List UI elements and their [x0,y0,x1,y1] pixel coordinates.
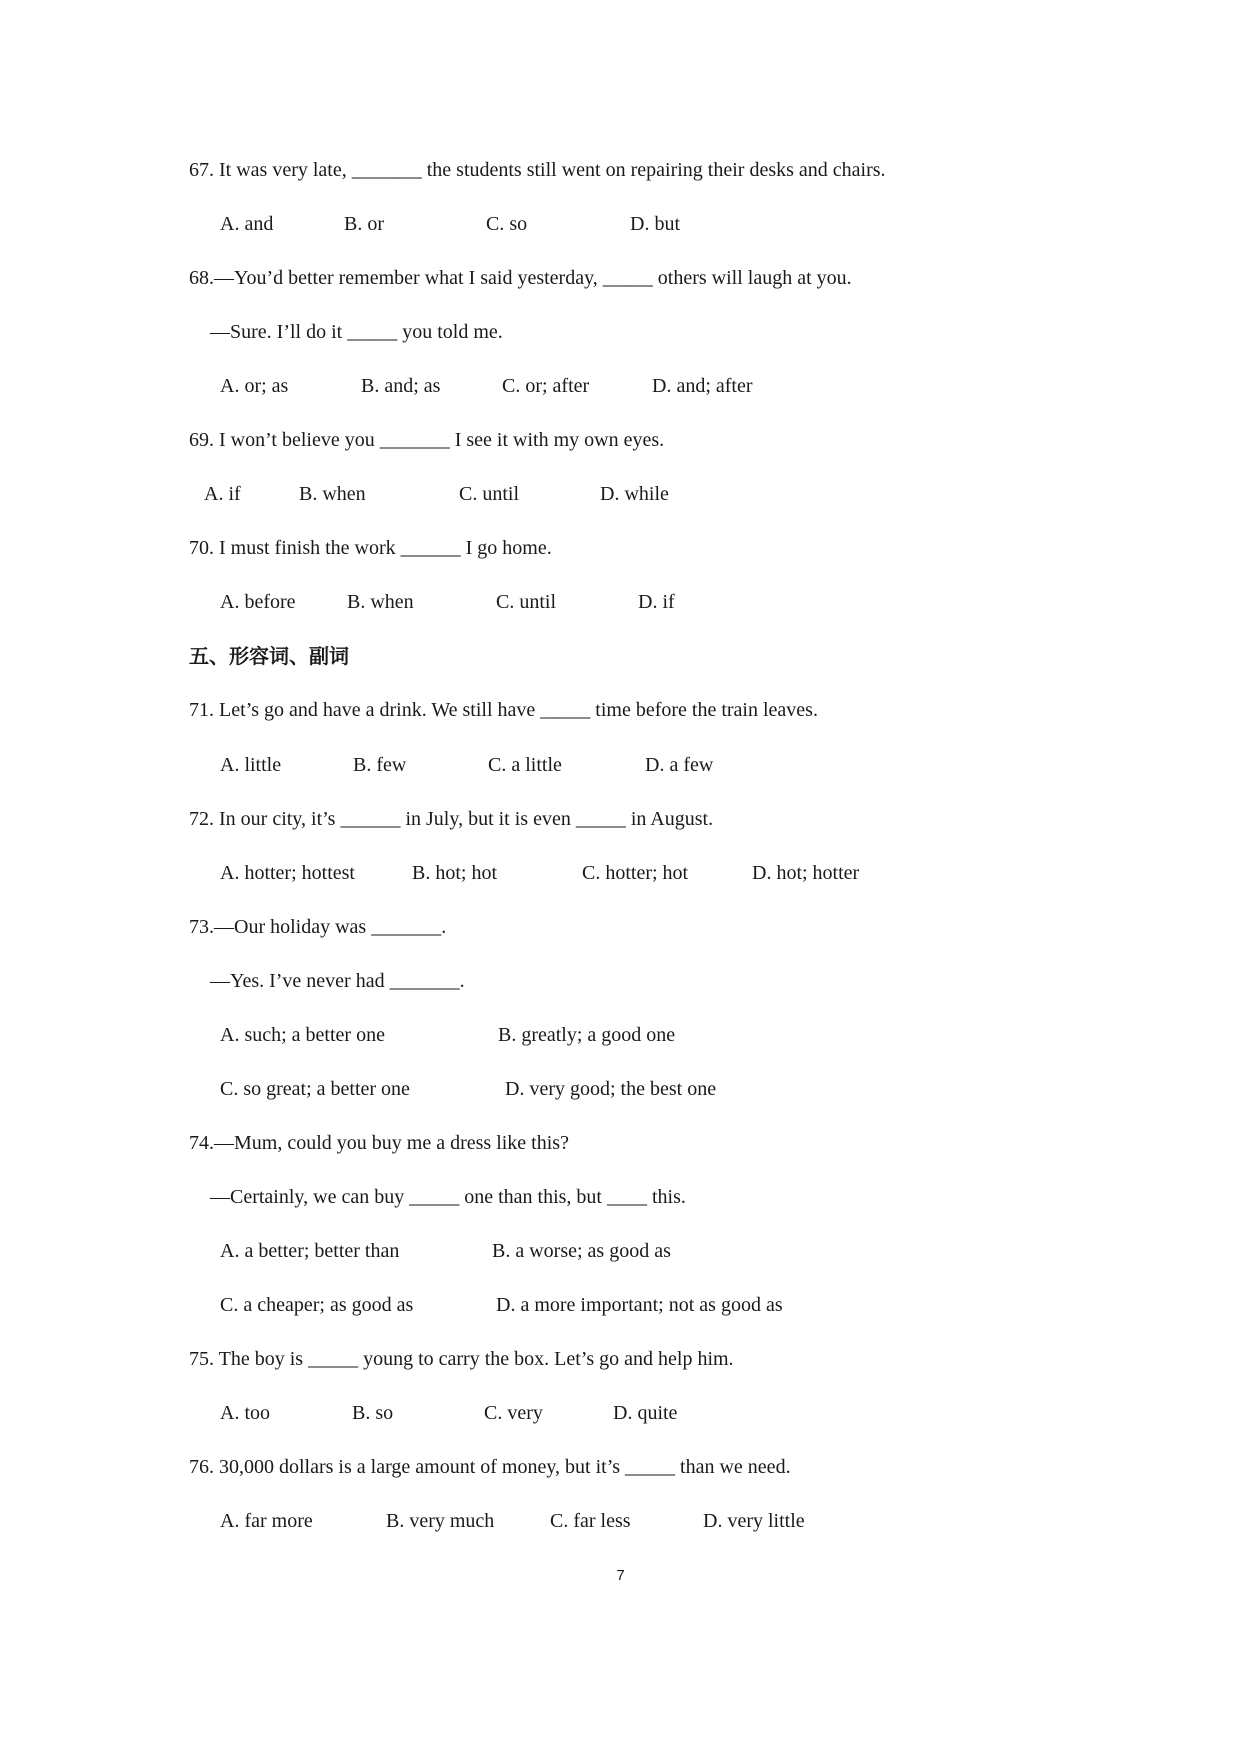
option-a: A. if [204,483,241,505]
option-d: D. a few [645,754,714,776]
option-a: A. too [220,1402,270,1424]
option-a: A. and [220,213,274,235]
option-d: D. a more important; not as good as [496,1294,783,1316]
option-d: D. if [638,591,675,613]
option-b: B. when [299,483,366,505]
option-d: D. very little [703,1510,805,1532]
option-c: C. so great; a better one [220,1078,410,1100]
option-c: C. hotter; hot [582,862,689,884]
option-b: B. few [353,754,407,776]
option-b: B. greatly; a good one [498,1024,676,1046]
question-67-stem: 67. It was very late, _______ the students still went on repairing their desks and chairs. [189,159,886,181]
page-number: 7 [616,1567,625,1584]
question-75-stem: 75. The boy is _____ young to carry the box. Let’s go and help him. [189,1348,734,1370]
question-72-stem: 72. In our city, it’s ______ in July, but it is even _____ in August. [189,808,714,830]
option-a: A. little [220,754,282,776]
question-70-stem: 70. I must finish the work ______ I go home. [189,537,552,559]
option-b: B. or [344,213,384,235]
option-c: C. until [459,483,520,505]
option-c: C. a cheaper; as good as [220,1294,414,1316]
option-c: C. very [484,1402,543,1424]
option-a: A. a better; better than [220,1240,400,1262]
question-73-reply: —Yes. I’ve never had _______. [210,970,465,992]
option-b: B. when [347,591,414,613]
option-b: B. hot; hot [412,862,498,884]
option-b: B. so [352,1402,394,1424]
option-a: A. such; a better one [220,1024,385,1046]
option-d: D. very good; the best one [505,1078,717,1100]
option-c: C. far less [550,1510,631,1532]
section-title: 五、形容词、副词 [189,644,349,668]
option-d: D. but [630,213,680,235]
option-a: A. before [220,591,296,613]
question-74-reply: —Certainly, we can buy _____ one than this, but ____ this. [210,1186,686,1208]
option-d: D. hot; hotter [752,862,860,884]
option-c: C. or; after [502,375,590,397]
option-d: D. and; after [652,375,753,397]
option-b: B. a worse; as good as [492,1240,671,1262]
question-71-stem: 71. Let’s go and have a drink. We still have _____ time before the train leaves. [189,699,818,721]
option-c: C. a little [488,754,562,776]
question-68-reply: —Sure. I’ll do it _____ you told me. [210,321,503,343]
option-b: B. very much [386,1510,495,1532]
option-a: A. hotter; hottest [220,862,355,884]
option-b: B. and; as [361,375,441,397]
question-73-stem: 73.—Our holiday was _______. [189,916,447,938]
question-74-stem: 74.—Mum, could you buy me a dress like this? [189,1132,569,1154]
question-69-stem: 69. I won’t believe you _______ I see it with my own eyes. [189,429,665,451]
option-d: D. while [600,483,669,505]
option-c: C. until [496,591,557,613]
question-68-stem: 68.—You’d better remember what I said yesterday, _____ others will laugh at you. [189,267,852,289]
option-c: C. so [486,213,528,235]
option-d: D. quite [613,1402,678,1424]
question-76-stem: 76. 30,000 dollars is a large amount of money, but it’s _____ than we need. [189,1456,791,1478]
option-a: A. or; as [220,375,289,397]
option-a: A. far more [220,1510,313,1532]
